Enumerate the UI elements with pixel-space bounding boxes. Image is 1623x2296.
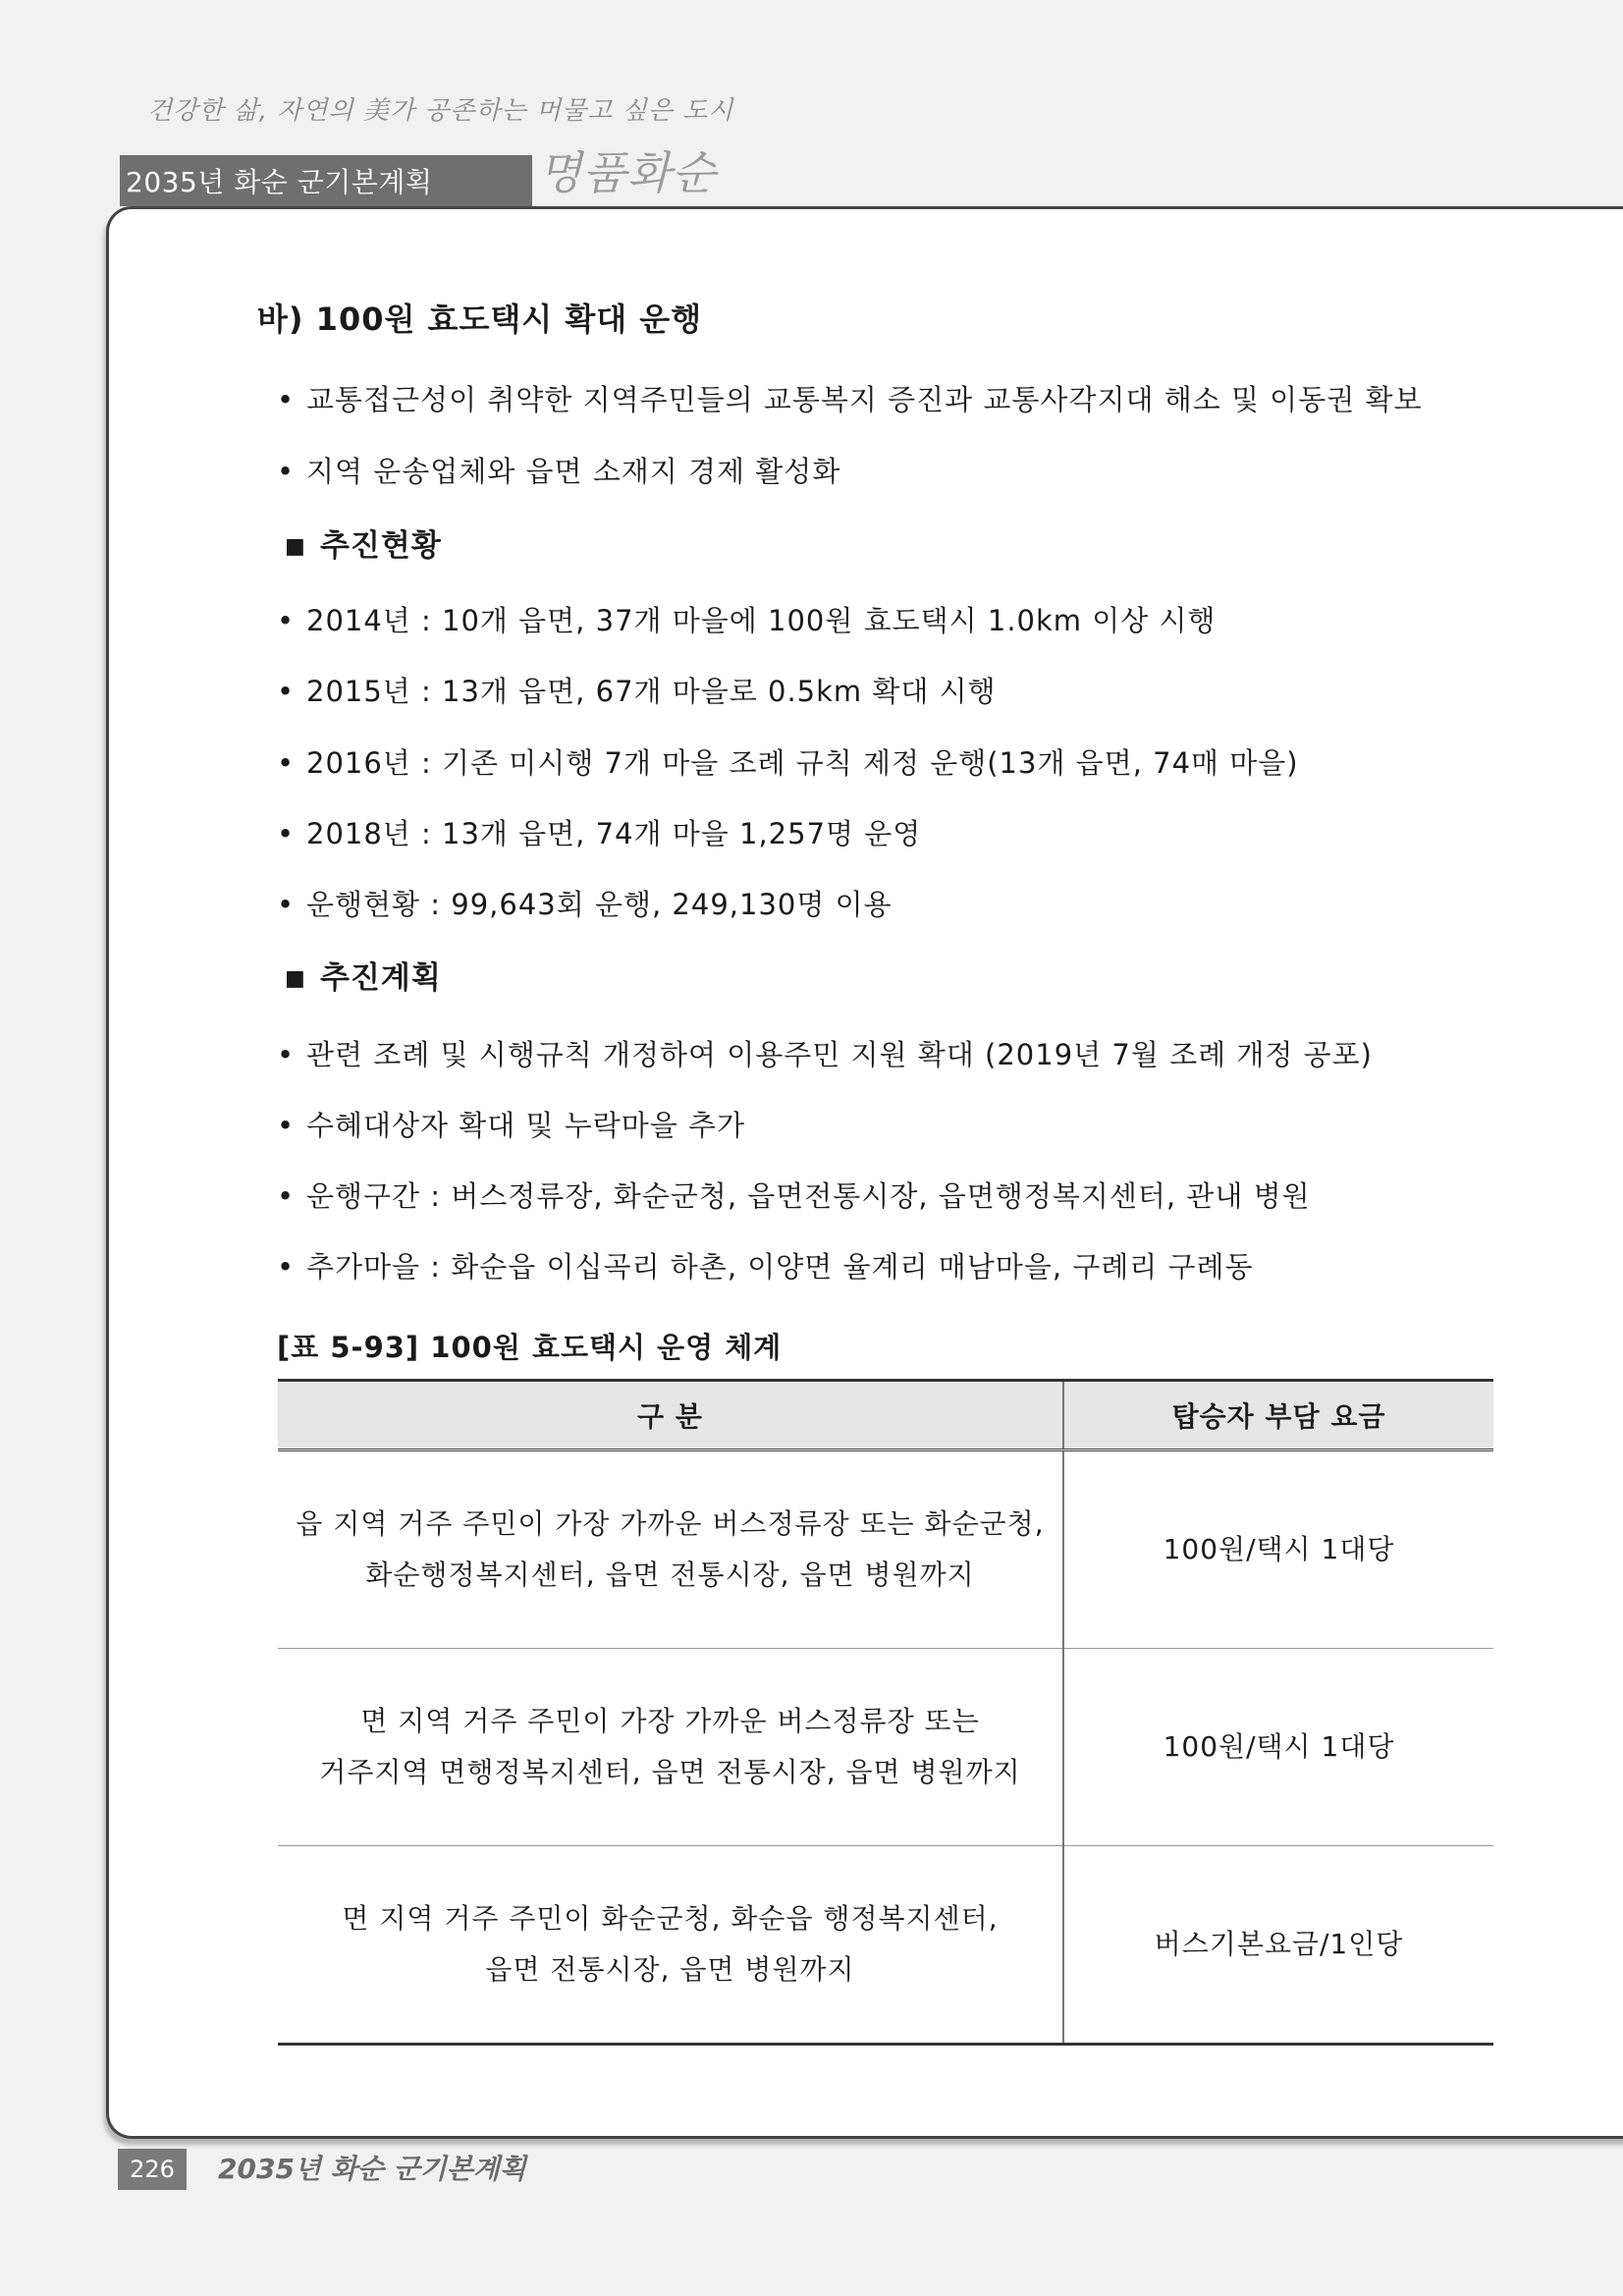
table-row xyxy=(278,1846,1493,2045)
fare-table xyxy=(278,1379,1493,2046)
bullet-text: 2016년 : 기존 미시행 7개 마을 조례 규칙 제정 운행(13개 읍면, 74매 마을) xyxy=(306,746,1299,780)
bullet-icon: • xyxy=(277,383,296,416)
bullet-text: 지역 운송업체와 읍면 소재지 경제 활성화 xyxy=(306,455,841,488)
bullet-text: 운행구간 : 버스정류장, 화순군청, 읍면전통시장, 읍면행정복지센터, 관내 병원 xyxy=(306,1179,1311,1213)
page-number: 226 xyxy=(118,2149,187,2190)
fare-cell: 버스기본요금/1인당 xyxy=(1063,1846,1493,2045)
bullet-text: 2018년 : 13개 읍면, 74개 마을 1,257명 운영 xyxy=(306,817,922,850)
bullet-icon: • xyxy=(277,604,296,637)
category-line: 화순행정복지센터, 읍면 전통시장, 읍면 병원까지 xyxy=(365,1558,975,1591)
bullet-text: 관련 조례 및 시행규칙 개정하여 이용주민 지원 확대 (2019년 7월 조례 개정 공포) xyxy=(306,1038,1373,1071)
status-bullet xyxy=(277,812,921,852)
category-line: 읍면 전통시장, 읍면 병원까지 xyxy=(485,1953,855,1986)
bullet-icon: • xyxy=(277,817,296,850)
plan-heading xyxy=(285,953,442,997)
category-line: 거주지역 면행정복지센터, 읍면 전통시장, 읍면 병원까지 xyxy=(319,1756,1021,1788)
status-bullet xyxy=(277,741,1299,782)
bullet-icon: • xyxy=(277,746,296,780)
bullet-icon: • xyxy=(277,1179,296,1213)
bullet-text: 2014년 : 10개 읍면, 37개 마을에 100원 효도택시 1.0km 이상 시행 xyxy=(306,604,1217,637)
fare-cell: 100원/택시 1대당 xyxy=(1063,1649,1493,1846)
category-line: 면 지역 거주 주민이 화순군청, 화순읍 행정복지센터, xyxy=(342,1902,999,1935)
bullet-text: 운행현황 : 99,643회 운행, 249,130명 이용 xyxy=(306,888,893,921)
status-bullet xyxy=(277,670,997,710)
table-header-row xyxy=(278,1381,1493,1450)
bullet-text: 추가마을 : 화순읍 이십곡리 하촌, 이양면 율계리 매남마을, 구례리 구례동 xyxy=(306,1250,1254,1284)
category-cell xyxy=(278,1649,1063,1846)
bullet-icon: • xyxy=(277,1038,296,1071)
bullet-text: 수혜대상자 확대 및 누락마을 추가 xyxy=(306,1109,746,1142)
section-title: 바) 100원 효도택시 확대 운행 xyxy=(257,301,703,338)
plan-bullet xyxy=(277,1033,1373,1073)
status-bullet xyxy=(277,883,893,923)
intro-bullet xyxy=(277,450,840,490)
bullet-icon: • xyxy=(277,1250,296,1284)
category-cell xyxy=(278,1846,1063,2045)
table-row xyxy=(278,1649,1493,1846)
status-heading-text: 추진현황 xyxy=(320,528,442,564)
category-line: 면 지역 거주 주민이 가장 가까운 버스정류장 또는 xyxy=(360,1705,980,1737)
header-logo: 명품화순 xyxy=(538,146,717,199)
bullet-icon: • xyxy=(277,1109,296,1142)
table-row xyxy=(278,1450,1493,1649)
bullet-text: 교통접근성이 취약한 지역주민들의 교통복지 증진과 교통사각지대 해소 및 이동권 확보 xyxy=(306,383,1423,416)
table-caption: [표 5-93] 100원 효도택시 운영 체계 xyxy=(277,1331,783,1364)
square-bullet-icon: ■ xyxy=(285,534,306,559)
footer-title: 2035년 화순 군기본계획 xyxy=(218,2153,526,2185)
plan-bullet xyxy=(277,1104,745,1144)
bullet-icon: • xyxy=(277,888,296,921)
square-bullet-icon: ■ xyxy=(285,966,306,991)
plan-bullet xyxy=(277,1245,1254,1285)
category-cell xyxy=(278,1450,1063,1649)
header-title: 2035년 화순 군기본계획 xyxy=(126,166,433,198)
category-line: 읍 지역 거주 주민이 가장 가까운 버스정류장 또는 화순군청, xyxy=(296,1507,1045,1540)
plan-bullet xyxy=(277,1175,1311,1215)
bullet-icon: • xyxy=(277,675,296,708)
intro-bullet xyxy=(277,378,1422,418)
fare-cell: 100원/택시 1대당 xyxy=(1063,1450,1493,1649)
bullet-icon: • xyxy=(277,455,296,488)
column-header-category: 구 분 xyxy=(278,1381,1063,1450)
header-slogan: 건강한 삶, 자연의 美가 공존하는 머물고 싶은 도시 xyxy=(147,96,734,126)
status-bullet xyxy=(277,599,1217,639)
bullet-text: 2015년 : 13개 읍면, 67개 마을로 0.5km 확대 시행 xyxy=(306,675,997,708)
column-header-fare: 탑승자 부담 요금 xyxy=(1063,1381,1493,1450)
plan-heading-text: 추진계획 xyxy=(320,960,442,996)
status-heading xyxy=(285,520,442,565)
